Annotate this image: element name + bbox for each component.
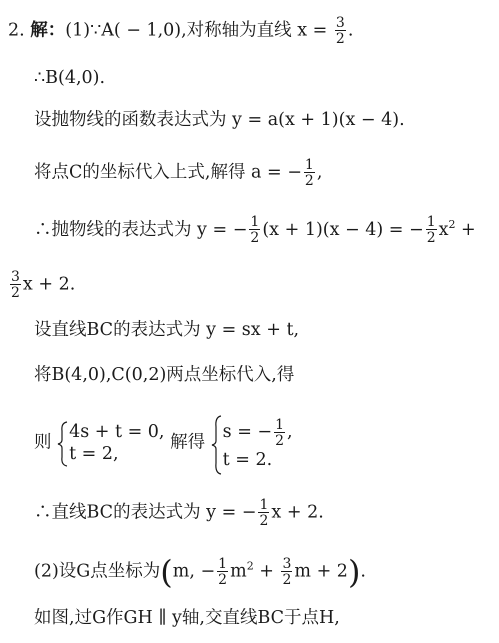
- fraction: $\frac{3}{2}$: [11, 269, 20, 301]
- solution-line-7: 设直线BC的表达式为 y = sx + t,: [34, 320, 300, 340]
- superscript: 2: [246, 559, 254, 573]
- line-4-end: ,: [316, 162, 323, 183]
- solution-line-6: [8, 270, 75, 300]
- left-brace-icon: [57, 421, 69, 467]
- solution-line-11: [34, 553, 366, 591]
- fraction: $\frac{1}{2}$: [275, 416, 285, 449]
- fraction: $\frac{3}{2}$: [335, 15, 345, 47]
- system-row-s: s = − $\frac{1}{2}$ ,: [222, 416, 293, 449]
- line-9-jie: 解得: [170, 432, 206, 453]
- system-row-t: t = 2.: [222, 450, 273, 470]
- fraction: $\frac{3}{2}$: [282, 556, 292, 588]
- system-row-1: 4s + t = 0,: [69, 422, 165, 442]
- solution-line-3: 设抛物线的函数表达式为 y = a(x + 1)(x − 4).: [34, 110, 405, 130]
- line-1-end: .: [347, 20, 354, 41]
- solution-line-8: 将B(4,0),C(0,2)两点坐标代入,得: [34, 365, 295, 385]
- line-11-plus: +: [253, 561, 280, 582]
- line-4-text: 将点C的坐标代入上式,解得 a = −: [34, 162, 302, 183]
- solution-head: 解：: [30, 20, 66, 41]
- line-5-end: +: [455, 219, 476, 240]
- line-10-end: x + 2.: [271, 502, 324, 523]
- superscript: 2: [448, 218, 456, 231]
- solution-line-2: ∴B(4,0).: [34, 68, 106, 88]
- line-11-tail: m + 2: [294, 561, 348, 582]
- solution-line-12: 如图,过G作GH ∥ y轴,交直线BC于点H,: [34, 608, 340, 628]
- equation-system: [57, 421, 164, 465]
- line-11-end: .: [360, 561, 366, 582]
- system-row-2: t = 2,: [69, 444, 119, 464]
- fraction: $\frac{1}{2}$: [218, 556, 228, 588]
- solution-line-5: [34, 215, 476, 245]
- solution-system: [211, 415, 293, 471]
- line-11-text: (2)设G点坐标为: [34, 561, 161, 582]
- solution-line-10: [34, 498, 324, 528]
- line-5-x: x: [438, 219, 449, 240]
- right-paren: ): [347, 553, 361, 591]
- fraction: $\frac{1}{2}$: [304, 157, 314, 189]
- line-11-m: m: [230, 561, 247, 582]
- left-brace-icon: [211, 415, 223, 475]
- part-1-label: (1): [65, 20, 91, 41]
- solution-line-4: [34, 158, 322, 188]
- line-5-text: ∴抛物线的表达式为 y = −: [34, 219, 248, 240]
- line-9-ze: 则: [34, 432, 52, 453]
- fraction: $\frac{1}{2}$: [259, 497, 269, 529]
- fraction: $\frac{1}{2}$: [250, 214, 260, 247]
- left-paren: (: [160, 553, 173, 591]
- solution-line-1: [8, 16, 353, 46]
- line-6-end: x + 2.: [22, 274, 76, 295]
- line-10-text: ∴直线BC的表达式为 y = −: [34, 502, 257, 523]
- fraction: $\frac{1}{2}$: [426, 214, 436, 247]
- line-1-text: ∵A( − 1,0),对称轴为直线 x =: [90, 20, 333, 41]
- problem-number: 2.: [8, 20, 25, 41]
- line-5-mid: (x + 1)(x − 4) = −: [262, 219, 424, 240]
- solution-line-9: [34, 415, 293, 471]
- line-11-coord: m, −: [172, 561, 216, 582]
